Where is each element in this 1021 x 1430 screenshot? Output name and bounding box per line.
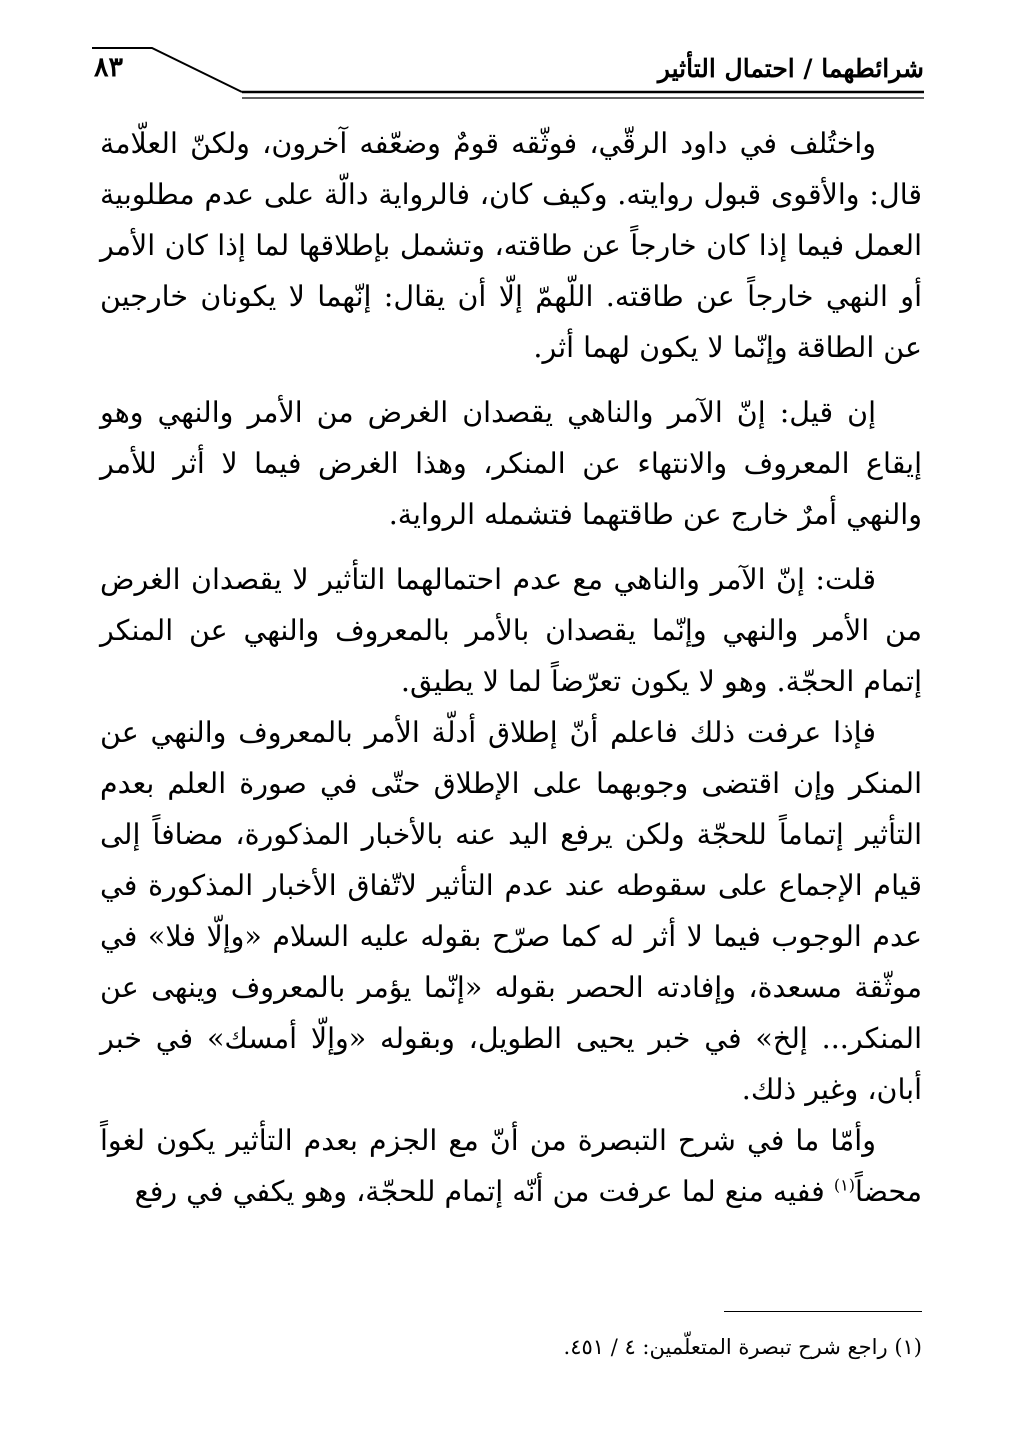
main-text <box>100 118 922 1217</box>
footnote: (١) راجع شرح تبصرة المتعلّمين: ٤ / ٤٥١. <box>563 1335 922 1359</box>
footnote-separator <box>724 1311 922 1312</box>
paragraph-5-text-end: ففيه منع لما عرفت من أنّه إتمام للحجّة، وهو يكفي في رفع <box>134 1175 834 1208</box>
paragraph-1: واختُلف في داود الرقّي، فوثّقه قومٌ وضعّفه آخرون، ولكنّ العلّامة قال: والأقوى قبول روايته. وكيف كان، فالرواية دالّة على عدم مطلوبية العمل فيما إذا كان خارجاً عن طاقته، وتشمل بإطلاقها لما إذا كان الأمر أو النهي خارجاً عن طاقته. اللّهمّ إلّا أن يقال: إنّهما لا يكونان خارجين عن الطاقة وإنّما لا يكون لهما أثر. <box>100 127 922 364</box>
footnote-reference[interactable]: (١) <box>833 1175 855 1195</box>
paragraph-2: إن قيل: إنّ الآمر والناهي يقصدان الغرض من الأمر والنهي وهو إيقاع المعروف والانتهاء عن المنكر، وهذا الغرض فيما لا أثر للأمر والنهي أمرٌ خارج عن طاقتهما فتشمله الرواية. <box>100 396 922 531</box>
paragraph-5-text-start: وأمّا ما في شرح التبصرة من أنّ مع الجزم بعدم التأثير يكون لغواً محضاً <box>100 1124 922 1208</box>
paragraph-4: فإذا عرفت ذلك فاعلم أنّ إطلاق أدلّة الأمر بالمعروف والنهي عن المنكر وإن اقتضى وجوبهما على الإطلاق حتّى في صورة العلم بعدم التأثير إتماماً للحجّة ولكن يرفع اليد عنه بالأخبار المذكورة، مضافاً إلى قيام الإجماع على سقوطه عند عدم التأثير لاتّفاق الأخبار المذكورة في عدم الوجوب فيما لا أثر له كما صرّح بقوله عليه السلام «وإلّا فلا» في موثّقة مسعدة، وإفادته الحصر بقوله «إنّما يؤمر بالمعروف وينهى عن المنكر... إلخ» في خبر يحيى الطويل، وبقوله «وإلّا أمسك» في خبر أبان، وغير ذلك. <box>100 716 922 1106</box>
page-number: ٨٣ <box>94 52 124 83</box>
page-header <box>92 40 924 102</box>
paragraph-3: قلت: إنّ الآمر والناهي مع عدم احتمالهما التأثير لا يقصدان الغرض من الأمر والنهي وإنّما يقصدان بالأمر بالمعروف والنهي عن المنكر إتمام الحجّة. وهو لا يكون تعرّضاً لما لا يطيق. <box>100 563 922 698</box>
paragraph-5 <box>100 1115 922 1217</box>
running-title: شرائطهما / احتمال التأثير <box>657 54 924 83</box>
